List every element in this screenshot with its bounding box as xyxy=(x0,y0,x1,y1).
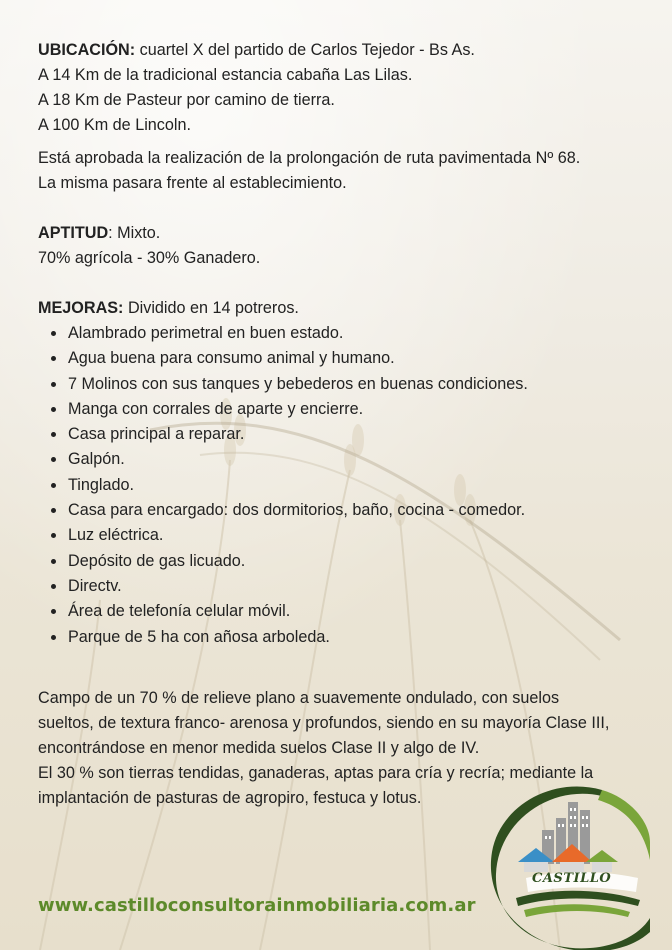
description-line: implantación de pasturas de agropiro, festuca y lotus. xyxy=(38,788,422,807)
castillo-logo xyxy=(490,782,650,950)
list-item: • Casa para encargado: dos dormitorios, baño, cocina - comedor. xyxy=(67,498,648,523)
list-item: • Área de telefonía celular móvil. xyxy=(67,599,648,624)
location-detail: A 100 Km de Lincoln. xyxy=(38,116,191,134)
aptitude-label: APTITUD xyxy=(38,224,109,242)
description-line: sueltos, de textura franco- arenosa y profundos, siendo en su mayoría Clase III, xyxy=(38,713,610,732)
improvements-line xyxy=(38,296,648,321)
aptitude-line xyxy=(38,221,648,246)
list-item: • Galpón. xyxy=(67,447,648,472)
aptitude-value: : Mixto. xyxy=(108,224,161,242)
list-item: • Directv. xyxy=(67,574,648,599)
list-item: • Alambrado perimetral en buen estado. xyxy=(67,321,648,346)
website-link[interactable]: www.castilloconsultorainmobiliaria.com.ar xyxy=(38,895,476,916)
list-item: • Agua buena para consumo animal y humano. xyxy=(67,346,648,371)
improvements-value: Dividido en 14 potreros. xyxy=(123,299,299,317)
list-item: • 7 Molinos con sus tanques y bebederos en buenas condiciones. xyxy=(67,372,648,397)
location-detail: A 14 Km de la tradicional estancia cabaña Las Lilas. xyxy=(38,66,413,84)
list-item: • Tinglado. xyxy=(67,473,648,498)
description-line: Campo de un 70 % de relieve plano a suavemente ondulado, con suelos xyxy=(38,688,560,707)
description-line: El 30 % son tierras tendidas, ganaderas, aptas para cría y recría; mediante la xyxy=(38,763,594,782)
improvements-label: MEJORAS: xyxy=(38,299,124,317)
document-body xyxy=(38,38,648,811)
list-item: • Parque de 5 ha con añosa arboleda. xyxy=(67,625,648,650)
aptitude-detail: 70% agrícola - 30% Ganadero. xyxy=(38,249,261,267)
route-note: La misma pasara frente al establecimiento. xyxy=(38,174,347,192)
logo-text: CASTILLO xyxy=(532,871,612,886)
location-value: cuartel X del partido de Carlos Tejedor - Bs As. xyxy=(135,41,475,59)
improvements-list xyxy=(38,321,648,650)
location-line xyxy=(38,38,648,63)
list-item: • Casa principal a reparar. xyxy=(67,422,648,447)
description-line: encontrándose en menor medida suelos Clase II y algo de IV. xyxy=(38,738,480,757)
list-item: • Luz eléctrica. xyxy=(67,523,648,548)
list-item: • Depósito de gas licuado. xyxy=(67,549,648,574)
location-detail: A 18 Km de Pasteur por camino de tierra. xyxy=(38,91,335,109)
list-item: • Manga con corrales de aparte y encierre. xyxy=(67,397,648,422)
route-note: Está aprobada la realización de la prolongación de ruta pavimentada Nº 68. xyxy=(38,149,581,167)
location-label: UBICACIÓN: xyxy=(38,41,136,59)
